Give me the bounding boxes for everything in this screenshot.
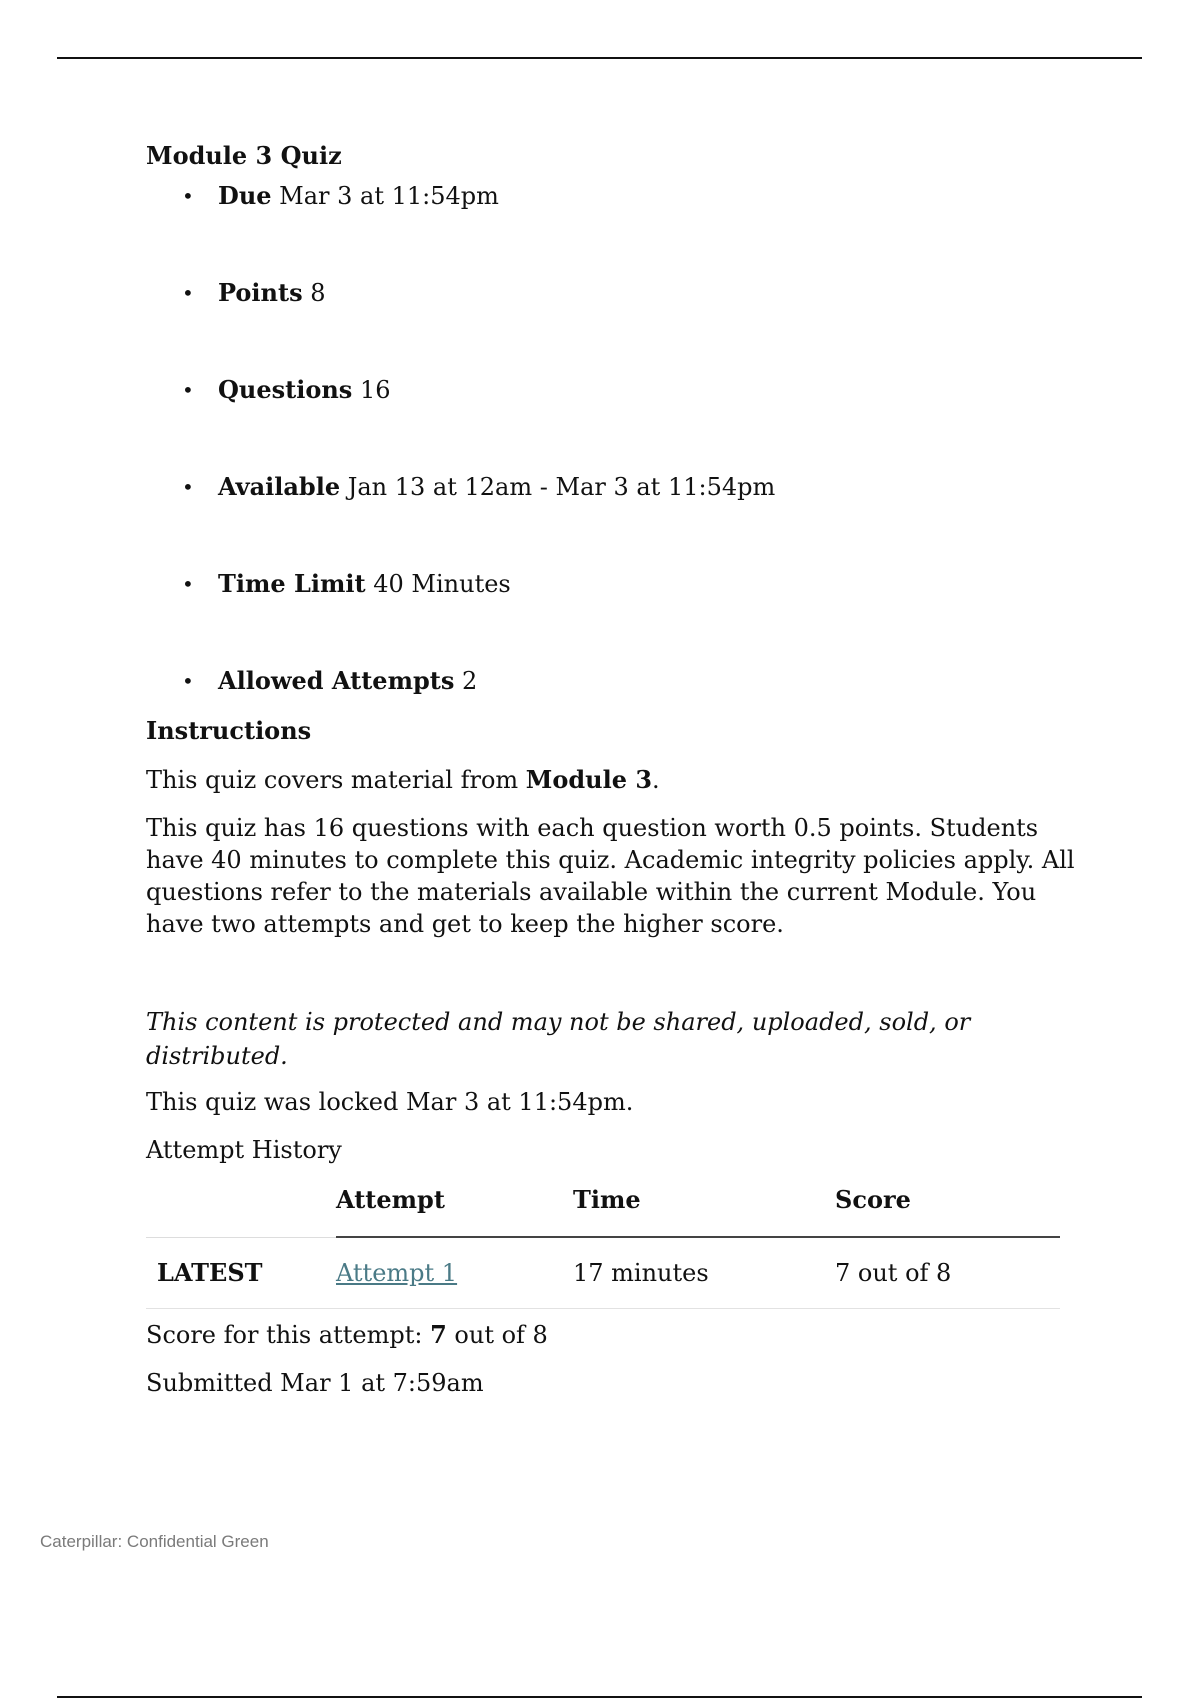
submitted-time: Submitted Mar 1 at 7:59am	[146, 1369, 484, 1397]
detail-value: 40 Minutes	[373, 570, 511, 598]
detail-available	[146, 471, 1096, 503]
detail-value: Mar 3 at 11:54pm	[279, 182, 499, 210]
bottom-divider	[57, 1696, 1142, 1698]
locked-message: This quiz was locked Mar 3 at 11:54pm.	[146, 1088, 634, 1116]
detail-allowed-attempts	[146, 665, 1096, 697]
time-cell: 17 minutes	[573, 1237, 835, 1309]
bullet-icon: •	[182, 378, 194, 402]
score-cell: 7 out of 8	[835, 1237, 1060, 1309]
bullet-icon: •	[182, 281, 194, 305]
detail-value: 16	[359, 376, 391, 404]
instructions-body: This quiz has 16 questions with each question worth 0.5 points. Students have 40 minutes to complete this quiz. Academic integrity policies apply. All questions refer to the materials available within the current Module. You have two attempts and get to keep the higher score.	[146, 814, 1075, 938]
bullet-icon: •	[182, 669, 194, 693]
score-suffix: out of 8	[446, 1321, 548, 1349]
instructions-heading: Instructions	[146, 716, 312, 745]
attempt-score	[146, 1319, 1096, 1351]
attempt-history-heading: Attempt History	[146, 1136, 342, 1164]
detail-label: Available	[218, 472, 341, 501]
covers-paragraph	[146, 764, 1096, 796]
detail-questions	[146, 374, 1096, 406]
header-status	[146, 1184, 336, 1237]
covers-prefix: This quiz covers material from	[146, 766, 526, 794]
table-header-row	[146, 1184, 1060, 1237]
detail-points	[146, 277, 1096, 309]
detail-label: Points	[218, 278, 303, 307]
bullet-icon: •	[182, 475, 194, 499]
covers-module: Module 3	[525, 765, 653, 794]
attempt-1-link[interactable]: Attempt 1	[336, 1259, 458, 1287]
detail-label: Time Limit	[218, 569, 366, 598]
bullet-icon: •	[182, 572, 194, 596]
covers-suffix: .	[652, 766, 660, 794]
quiz-details-list	[146, 180, 1096, 697]
header-attempt: Attempt	[336, 1184, 573, 1237]
attempt-cell	[336, 1237, 573, 1309]
table-row	[146, 1237, 1060, 1309]
score-value: 7	[430, 1320, 447, 1349]
detail-due	[146, 180, 1096, 212]
detail-label: Due	[218, 181, 272, 210]
score-prefix: Score for this attempt:	[146, 1321, 431, 1349]
bullet-icon: •	[182, 184, 194, 208]
top-divider	[57, 57, 1142, 59]
detail-label: Questions	[218, 375, 353, 404]
protected-notice: This content is protected and may not be shared, uploaded, sold, or distributed.	[146, 1008, 971, 1070]
detail-label: Allowed Attempts	[218, 666, 455, 695]
quiz-title: Module 3 Quiz	[146, 141, 342, 170]
attempt-history-table	[146, 1184, 1060, 1309]
quiz-page	[146, 140, 1096, 1399]
classification-label: Caterpillar: Confidential Green	[40, 1532, 269, 1551]
header-score: Score	[835, 1184, 1060, 1237]
detail-time-limit	[146, 568, 1096, 600]
detail-value: Jan 13 at 12am - Mar 3 at 11:54pm	[347, 473, 776, 501]
latest-badge: LATEST	[146, 1237, 336, 1309]
detail-value: 2	[461, 667, 478, 695]
header-time: Time	[573, 1184, 835, 1237]
detail-value: 8	[310, 279, 326, 307]
